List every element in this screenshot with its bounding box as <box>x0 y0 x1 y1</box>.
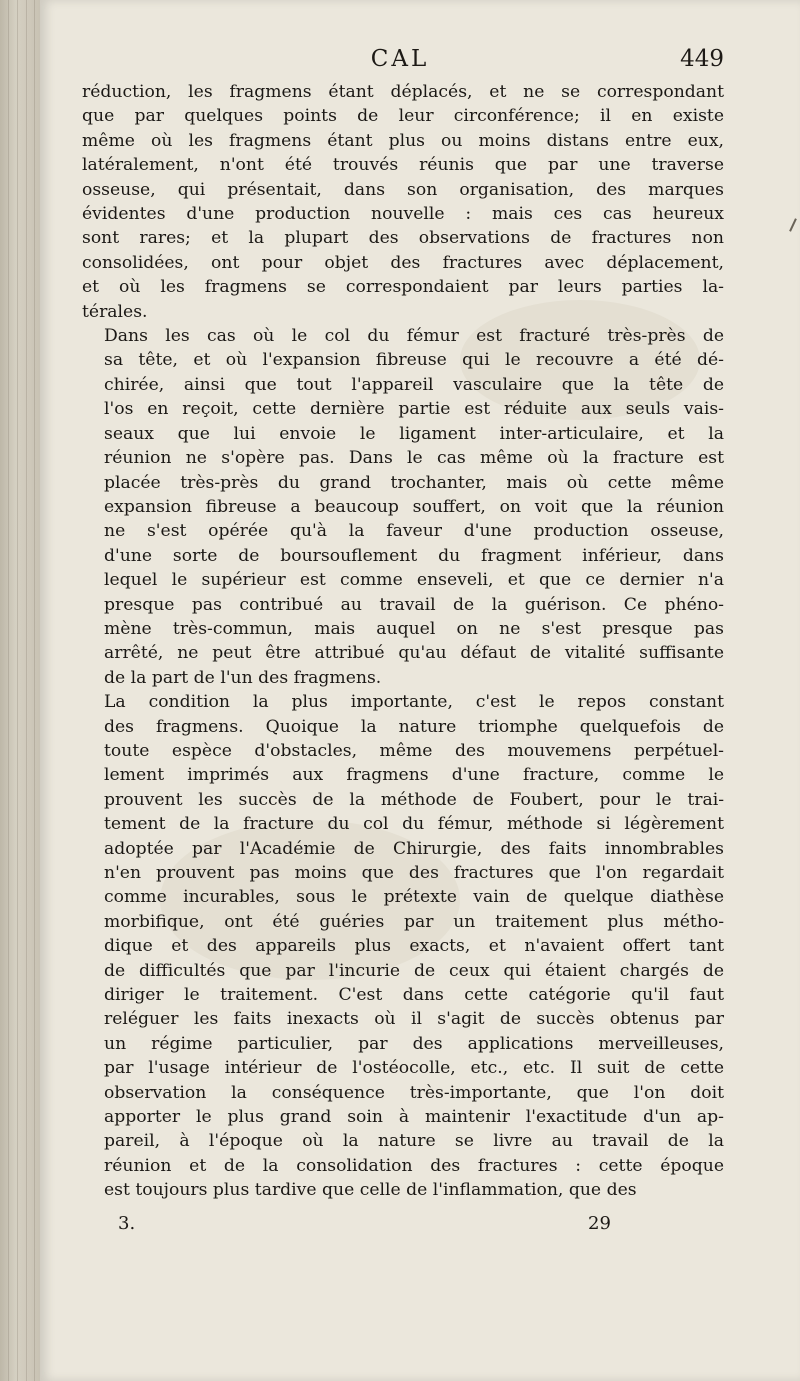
paragraph <box>82 690 724 1203</box>
text-line: placée très-près du grand trochanter, mais où cette même <box>104 472 724 493</box>
text-line: diriger le traitement. C'est dans cette catégorie qu'il faut <box>104 985 724 1006</box>
text-line: latéralement, n'ont été trouvés réunis que par une traverse <box>82 155 724 176</box>
text-line: l'os en reçoit, cette dernière partie est réduite aux seuls vais- <box>104 399 724 420</box>
text-line: osseuse, qui présentait, dans son organisation, des marques <box>82 179 724 200</box>
text-line: lequel le supérieur est comme enseveli, et que ce dernier n'a <box>104 570 724 591</box>
text-line: comme incurables, sous le prétexte vain de quelque diathèse <box>104 887 724 908</box>
text-line: mène très-commun, mais auquel on ne s'est presque pas <box>104 618 724 639</box>
text-line: La condition la plus importante, c'est le repos constant <box>104 692 724 713</box>
text-line: par l'usage intérieur de l'ostéocolle, etc., etc. Il suit de cette <box>104 1058 724 1079</box>
text-line: consolidées, ont pour objet des fractures avec déplacement, <box>82 252 724 273</box>
text-line: de difficultés que par l'incurie de ceux qui étaient chargés de <box>104 960 724 981</box>
margin-pencil-mark <box>789 218 797 232</box>
text-line: et où les fragmens se correspondaient par leurs parties la- <box>82 277 724 298</box>
text-line: des fragmens. Quoique la nature triomphe quelquefois de <box>104 716 724 737</box>
text-line: réduction, les fragmens étant déplacés, et ne se correspondant <box>82 82 724 102</box>
text-line: observation la conséquence très-importante, que l'on doit <box>104 1082 724 1103</box>
text-line: d'une sorte de boursouflement du fragment inférieur, dans <box>104 545 724 566</box>
text-line: évidentes d'une production nouvelle : mais ces cas heureux <box>82 204 724 225</box>
text-line: de la part de l'un des fragmens. <box>104 667 382 688</box>
page-edge-binding <box>0 0 40 1381</box>
text-line: un régime particulier, par des applications merveilleuses, <box>104 1033 724 1054</box>
running-head <box>0 46 800 76</box>
text-line: réunion et de la consolidation des fractures : cette époque <box>104 1155 724 1176</box>
text-line: sa tête, et où l'expansion fibreuse qui le recouvre a été dé- <box>104 350 724 371</box>
text-line: sont rares; et la plupart des observations de fractures non <box>82 228 724 249</box>
text-line: réunion ne s'opère pas. Dans le cas même où la fracture est <box>104 448 724 469</box>
text-line: que par quelques points de leur circonférence; il en existe <box>82 106 724 127</box>
text-line: Dans les cas où le col du fémur est fracturé très-près de <box>104 326 724 347</box>
running-title: CAL <box>370 46 430 72</box>
text-line: prouvent les succès de la méthode de Foubert, pour le trai- <box>104 789 724 810</box>
text-line: est toujours plus tardive que celle de l'inflammation, que des <box>104 1180 637 1201</box>
text-line: n'en prouvent pas moins que des fractures que l'on regardait <box>104 863 724 883</box>
text-line: chirée, ainsi que tout l'appareil vasculaire que la tête de <box>104 374 724 395</box>
text-line: ne s'est opérée qu'à la faveur d'une production osseuse, <box>104 521 724 542</box>
page-number: 449 <box>680 46 724 72</box>
text-line: même où les fragmens étant plus ou moins distans entre eux, <box>82 130 724 151</box>
text-line: toute espèce d'obstacles, même des mouvemens perpétuel- <box>104 740 724 761</box>
text-line: presque pas contribué au travail de la guérison. Ce phéno- <box>104 594 724 615</box>
body-text <box>82 80 724 1203</box>
text-line: apporter le plus grand soin à maintenir l'exactitude d'un ap- <box>104 1107 724 1128</box>
paragraph <box>82 80 724 324</box>
text-line: lement imprimés aux fragmens d'une fracture, comme le <box>104 765 724 786</box>
text-line: térales. <box>82 301 148 322</box>
page-footer <box>0 1213 800 1241</box>
text-line: expansion fibreuse a beaucoup souffert, on voit que la réunion <box>104 496 724 517</box>
text-line: reléguer les faits inexacts où il s'agit de succès obtenus par <box>104 1009 724 1030</box>
text-line: adoptée par l'Académie de Chirurgie, des faits innombrables <box>104 838 724 859</box>
signature-mark: 3. <box>118 1213 136 1234</box>
text-line: tement de la fracture du col du fémur, méthode si légèrement <box>104 814 724 835</box>
text-line: dique et des appareils plus exacts, et n'avaient offert tant <box>104 936 724 957</box>
text-line: pareil, à l'époque où la nature se livre au travail de la <box>104 1131 724 1152</box>
paragraph <box>82 324 724 690</box>
text-line: seaux que lui envoie le ligament inter-articulaire, et la <box>104 423 724 444</box>
text-line: arrêté, ne peut être attribué qu'au défaut de vitalité suffisante <box>104 643 724 664</box>
sheet-number: 29 <box>588 1213 611 1234</box>
text-line: morbifique, ont été guéries par un traitement plus métho- <box>104 911 724 932</box>
